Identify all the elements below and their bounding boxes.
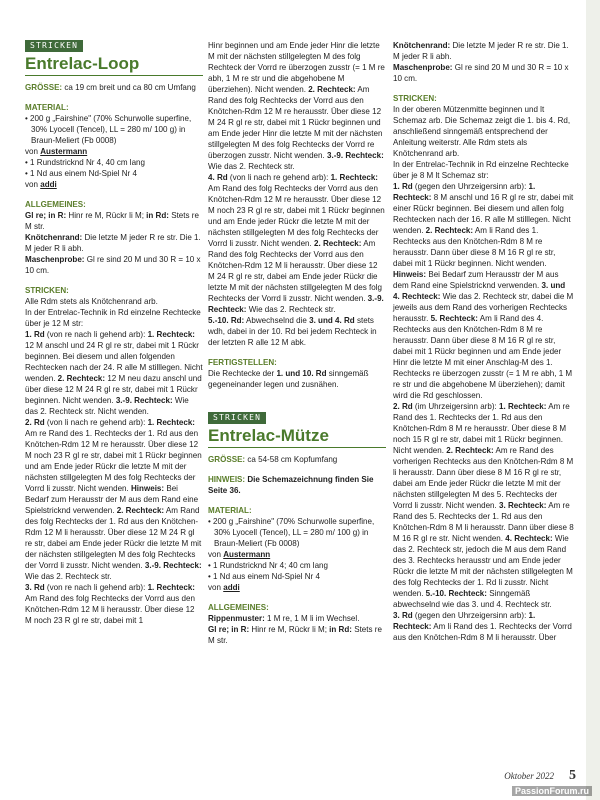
- general-text: Maschenprobe: Gl re sind 20 M und 30 R = 10 x 10 cm.: [25, 255, 201, 275]
- material-brand: von Austermann: [208, 550, 271, 559]
- hint-text: HINWEIS: Die Schemazeichnung finden Sie Seite 36.: [208, 475, 374, 495]
- material-item: • 1 Nd aus einem Nd-Spiel Nr 4: [208, 572, 320, 581]
- knitting-round: 3. Rd (von re nach li gehend arb): 1. Rechteck: Am Rand des folg Rechtecks der Vorrd aus den Knötchen-Rdm 12 M li herausstr. Über diese 12 M noch 23 R gl re str, dabei mit 1: [25, 583, 195, 625]
- knitting-round: 1. Rd (gegen den Uhrzeigersinn arb): 1. Rechteck: 8 M anschl und 16 R gl re str, dabei mit einer Rückr beginnen. Bei diesem und allen folg Rechtecken nach der 16. R alle M stilllegen. Nicht wenden. 2. Rechteck: Am li Rand des 1. Rechtecks aus den Knötchen-Rdm 8 M re herausstr. Dann über diese 8 M 16 R gl re str, dabei mit 1 Rückr beginnen. Nicht wenden. Hinweis: Bei Bedarf zum Herausstr der M aus dem Rand eine Spielstricknd verwenden. 3. und 4. Rechteck: Wie das 2. Rechteck str, dabei die M jeweils aus dem Rand des vorherigen Rechtecks herausstr. 5. Rechteck: Am li Rand des 4. Rechtecks aus den Knötchen-Rdm 8 M re herausstr. Dann über diese 8 M 16 R gl re str, dabei mit 1 Rückr beginnen und am Ende jeder Hinr die letzte M mit einer Anschlag-M des 1. Rechtecks re überzogen zusstr (= 1 M re abh, 1 M re str und die abgehobene M überziehen); damit wird die Rd geschlossen.: [393, 182, 574, 400]
- knitting-text: In der Entrelac-Technik in Rd einzelne Rechtecke über je 8 M lt Schemaz str:: [393, 160, 569, 180]
- knitting-round: 2. Rd (im Uhrzeigersinn arb): 1. Rechteck: Am re Rand des 1. Rechtecks der 1. Rd aus den Knötchen-Rdm 8 M re herausstr. Über diese 8 M noch 15 R gl re str, dabei mit 1 Rückr beginnen. Nicht wenden. 2. Rechteck: Am re Rand des vorherigen Rechtecks aus den Knötchen-Rdm 8 M li herausstr. Dann über diese 8 M 16 R gl re str, dabei am Ende jeder Rückr die letzte M mit der nächsten stillgelegten M des 5. Rechtecks der Vorrd li zusstr. Nicht wenden. 3. Rechteck: Am re Rand des 5. Rechtecks der 1. Rd aus den Knötchen-Rdm 8 M li herausstr. Dann über diese 8 M 16 R gl re str. Nicht wenden. 4. Rechteck: Wie das 2. Rechteck str, jedoch die M aus dem Rand des 3. Rechtecks herausstr und am Ende jeder Rückr die letzte M mit der nächsten stillgelegten M des folg Rechtecks der 1. Rd li zusstr. Nicht wenden. 5.-10. Rechteck: Sinngemäß abwechselnd wie das 3. und 4. Rechteck str.: [393, 402, 574, 609]
- material-item: • 1 Rundstricknd Nr 4; 40 cm lang: [208, 561, 328, 570]
- issue-date: Oktober 2022: [504, 771, 554, 781]
- column-2: [208, 40, 386, 646]
- general-heading: ALLGEMEINES:: [208, 603, 269, 612]
- general-text: Gl re; in R: Hinr re M, Rückr li M; in Rd: Stets re M str.: [208, 625, 382, 645]
- knitting-round: 3. Rd (gegen den Uhrzeigersinn arb): 1. Rechteck: Am li Rand des 1. Rechtecks der Vorrd aus den Knötchen-Rdm 8 M li herausstr. Über: [393, 611, 572, 642]
- knitting-heading: STRICKEN:: [25, 286, 69, 295]
- finishing-heading: FERTIGSTELLEN:: [208, 358, 277, 367]
- knitting-round: 4. Rd (von li nach re gehend arb): 1. Rechteck: Am Rand des folg Rechtecks der Vorrd aus den Knötchen-Rdm 12 M re herausstr. Über diese 12 M noch 23 R gl re str, dabei mit 1 Rückr beginnen und am Ende jeder Rückr die letzte M mit der nächsten stillgelegten M des folg Rechtecks der Vorrd li zusstr. Nicht wenden. 2. Rechteck: Am Rand des folg Rechtecks der Vorrd aus den Knötchen-Rdm 12 M li herausstr. Über diese 12 M 24 R gl re str, dabei am Ende jeder Rückr die letzte M mit der nächsten stillgelegten M des folg Rechtecks der Vorrd li zusstr. Nicht wenden. 3.-9. Rechteck: Wie das 2. Rechteck str.: [208, 173, 385, 314]
- material-heading: MATERIAL:: [208, 506, 252, 515]
- material-heading: MATERIAL:: [25, 103, 69, 112]
- material-item: • 1 Rundstricknd Nr 4, 40 cm lang: [25, 158, 145, 167]
- general-text: Rippenmuster: 1 M re, 1 M li im Wechsel.: [208, 614, 360, 623]
- watermark: PassionForum.ru: [512, 786, 592, 796]
- page-number: 5: [569, 768, 576, 783]
- general-text: Gl re; in R: Hinr re M, Rückr li M; in Rd: Stets re M str.: [25, 211, 199, 231]
- pattern-title: Entrelac-Mütze: [208, 426, 329, 445]
- general-text: Knötchenrand: Die letzte M jeder R re str. Die 1. M jeder R li abh.: [393, 41, 569, 61]
- pattern-title: Entrelac-Loop: [25, 54, 140, 73]
- knitting-text: In der Entrelac-Technik in Rd einzelne Rechtecke über je 12 M str:: [25, 308, 201, 328]
- finishing-text: Die Rechtecke der 1. und 10. Rd sinngemäß gegeneinander legen und zusnähen.: [208, 369, 369, 389]
- size-text: GRÖSSE: ca 19 cm breit und ca 80 cm Umfang: [25, 83, 196, 92]
- knitting-text: Alle Rdm stets als Knötchenrand arb.: [25, 297, 158, 306]
- material-brand: von addi: [25, 180, 57, 189]
- knitting-round: 2. Rd (von li nach re gehend arb): 1. Rechteck: Am re Rand des 1. Rechtecks der 1. Rd aus den Knötchen-Rdm 12 M re herausstr. Über diese 12 M noch 23 R gl re str, dabei mit 1 Rückr beginnen und am Ende jeder Rückr die letzte M mit der nächsten stillgelegten M des folg Rechtecks der Vorrd li zusstr. Nicht wenden. Hinweis: Bei Bedarf zum Herausstr der M aus dem Rand eine Spielstricknd verwenden. 2. Rechteck: Am Rand des folg Rechtecks der 1. Rd aus den Knötchen-Rdm 12 M li herausstr. Über diese 12 M 24 R gl re str, dabei am Ende jeder Rückr die letzte M mit der nächsten stillgelegten M des folg Rechtecks der Vorrd li zusstr. Nicht wenden. 3.-9. Rechteck: Wie das 2. Rechteck str.: [25, 418, 202, 581]
- title-underline: [25, 75, 203, 76]
- material-brand: von addi: [208, 583, 240, 592]
- general-text: Knötchenrand: Die letzte M jeder R re str. Die 1. M jeder R li abh.: [25, 233, 201, 253]
- knitting-text: In der oberen Mützenmitte beginnen und lt Schemaz arb. Die Schemaz zeigt die 1. bis 4. Rd, anschließend sinngemäß entsprechend der Anleitung weiterstr. Alle Rdm stets als Knötchenrand arb.: [393, 105, 571, 158]
- material-item: • 200 g „Fairshine" (70% Schurwolle superfine, 30% Lyocell (Tencel), LL = 280 m/ 100 g) in Braun-Meliert (Fb 0008): [208, 517, 375, 548]
- knitting-round: 5.-10. Rd: Abwechselnd die 3. und 4. Rd stets wdh, dabei in der 10. Rd bei jedem Rechteck in der letzten R alle 12 M abk.: [208, 316, 377, 347]
- material-item: • 200 g „Fairshine" (70% Schurwolle superfine, 30% Lyocell (Tencel), LL = 280 m/ 100 g) in Braun-Meliert (Fb 0008): [25, 114, 192, 145]
- column-3: [393, 40, 574, 643]
- column-1: [25, 40, 203, 626]
- size-text: GRÖSSE: ca 54-58 cm Kopfumfang: [208, 455, 338, 464]
- general-text: Maschenprobe: Gl re sind 20 M und 30 R = 10 x 10 cm.: [393, 63, 569, 83]
- general-heading: ALLGEMEINES:: [25, 200, 86, 209]
- material-item: • 1 Nd aus einem Nd-Spiel Nr 4: [25, 169, 137, 178]
- page-edge-strip: [586, 0, 600, 800]
- section-tag: STRICKEN: [25, 40, 83, 52]
- material-brand: von Austermann: [25, 147, 88, 156]
- knitting-round: 1. Rd (von re nach li gehend arb): 1. Rechteck: 12 M anschl und 24 R gl re str, dabei mit 1 Rückr beginnen. Bei diesem und allen folgenden Rechtecken nach der 24. R alle M stilllegen. Nicht wenden. 2. Rechteck: 12 M neu dazu anschl und über diese 12 M 24 R gl re str, dabei mit 1 Rückr beginnen. Nicht wenden. 3.-9. Rechteck: Wie das 2. Rechteck str. Nicht wenden.: [25, 330, 203, 416]
- title-underline: [208, 447, 386, 448]
- knitting-round: Hinr beginnen und am Ende jeder Hinr die letzte M mit der nächsten stillgelegten M des folg Rechteck der Vorrd re überzogen zusstr (= 1 M re abh, 1 M re str und die abgehobene M überziehen). Nicht wenden. 2. Rechteck: Am Rand des folg Rechtecks der Vorrd aus den Knötchen-Rdm 12 M re herausstr. Über diese 12 M 24 R gl re str, dabei mit 1 Rückr beginnen und am Ende jeder Hinr die letzte M mit der nächsten stillgelegten M des folg Rechtecks der Vorrd re überzogen zusstr. Nicht wenden. 3.-9. Rechteck: Wie das 2. Rechteck str.: [208, 41, 385, 171]
- knitting-heading: STRICKEN:: [393, 94, 437, 103]
- section-tag: STRICKEN: [208, 412, 266, 424]
